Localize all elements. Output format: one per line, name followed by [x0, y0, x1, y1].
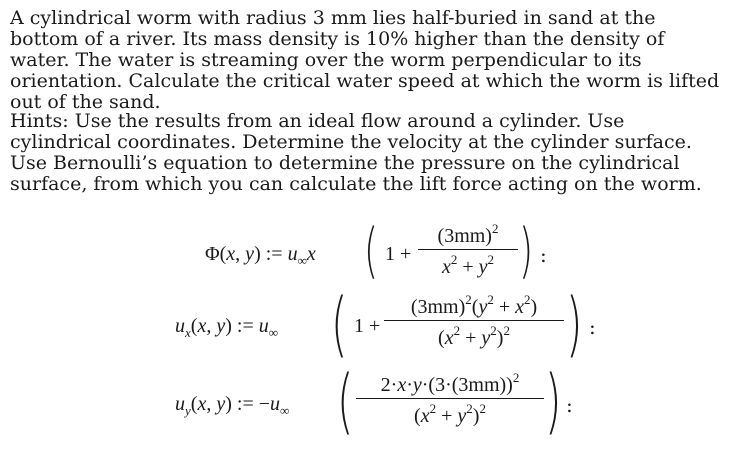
- uy-fraction: $\frac{2\cdot x\cdot y\cdot(3\cdot(3mm))^2}{(x^2 + y^2)^2}$: [356, 370, 544, 428]
- hints-paragraph: Hints: Use the results from an ideal flow around a cylinder. Use cylindrical coordinates. Determine the velocity at the cylinder surface. Use Bernoulli’s equation to determine the pressure on the cylindrical surface, from which you can calculate the lift force acting on the worm.: [10, 110, 702, 195]
- phi-one-plus: 1 +: [385, 243, 412, 265]
- uy-lhs: $u_y(x$, y) := $-u_\infty$: [175, 393, 290, 418]
- right-paren: ): [545, 360, 562, 442]
- uy-colon: :: [566, 393, 573, 417]
- left-paren: (: [337, 360, 354, 442]
- phi-colon: :: [540, 243, 547, 267]
- right-paren: ): [566, 283, 583, 365]
- ux-one-plus: 1 +: [354, 315, 381, 337]
- problem-statement: A cylindrical worm with radius 3 mm lies half-buried in sand at the bottom of a river. Its mass density is 10% higher than the density of water. The water is streaming over the worm perpendicular to its orientation. Calculate the critical water speed at which the worm is lifted out of the sand.: [10, 7, 720, 113]
- phi-lhs: Φ(x, y) := $u_\infty x$: [205, 243, 316, 268]
- phi-fraction: $\frac{(3mm)^2}{x^2 + y^2}$: [418, 221, 518, 279]
- ux-fraction: $\frac{(3mm)^2(y^2 + x^2)}{(x^2 + y^2)^2}$: [384, 292, 564, 350]
- right-paren: ): [519, 216, 534, 286]
- left-paren: (: [331, 283, 348, 365]
- left-paren: (: [364, 216, 379, 286]
- ux-colon: :: [589, 315, 596, 339]
- ux-lhs: $u_x(x$, y) := $u_\infty$: [175, 315, 279, 340]
